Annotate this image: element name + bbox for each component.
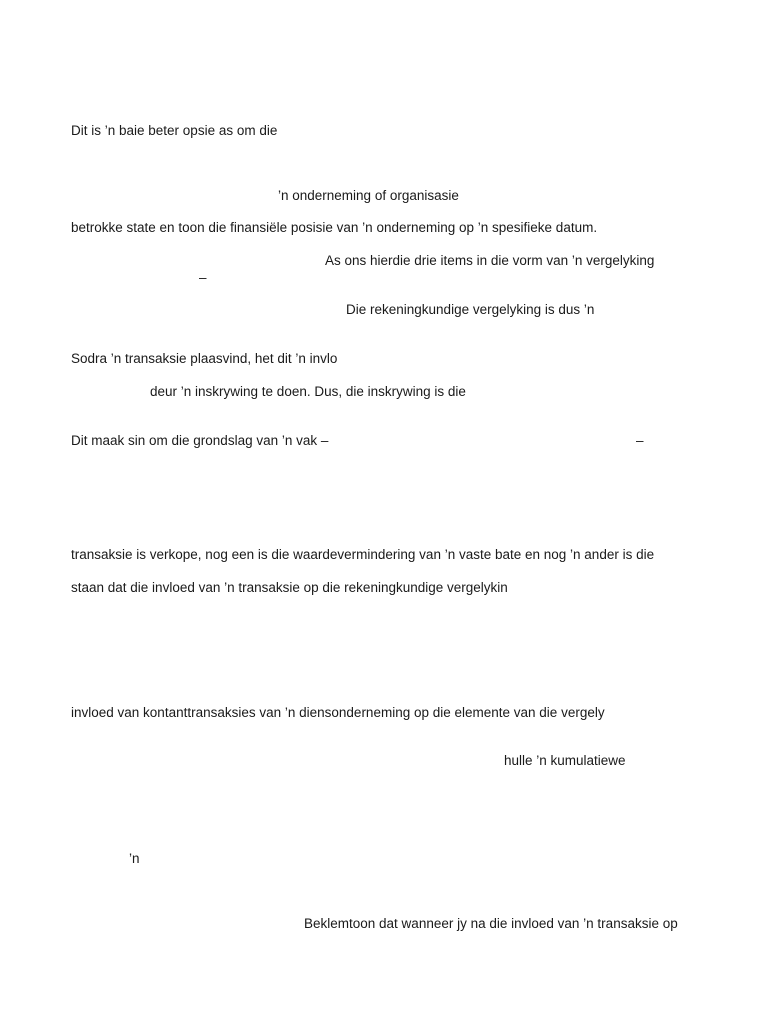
dash-mark: – [636,433,644,448]
text-fragment: Dit is ’n baie beter opsie as om die [71,123,278,138]
text-fragment: As ons hierdie drie items in die vorm van ’n vergelyking [325,253,655,268]
text-fragment: hulle ’n kumulatiewe [504,753,626,768]
text-fragment: deur ’n inskrywing te doen. Dus, die inskrywing is die [150,384,466,399]
text-fragment: betrokke state en toon die finansiële posisie van ’n onderneming op ’n spesifieke datum. [71,220,598,235]
text-fragment: Die rekeningkundige vergelyking is dus ’n [346,302,595,317]
text-fragment: transaksie is verkope, nog een is die waardevermindering van ’n vaste bate en nog ’n ander is die [71,547,655,562]
text-fragment: ’n onderneming of organisasie [278,188,459,203]
text-fragment: ’n [129,851,140,866]
text-fragment: Beklemtoon dat wanneer jy na die invloed van ’n transaksie op [304,916,678,931]
text-fragment: Sodra ’n transaksie plaasvind, het dit ’n invlo [71,351,338,366]
dash-mark: – [199,270,207,285]
text-fragment: staan dat die invloed van ’n transaksie op die rekeningkundige vergelykin [71,580,508,595]
text-fragment: invloed van kontanttransaksies van ’n diensonderneming op die elemente van die vergely [71,705,605,720]
text-fragment: Dit maak sin om die grondslag van ’n vak – [71,433,329,448]
